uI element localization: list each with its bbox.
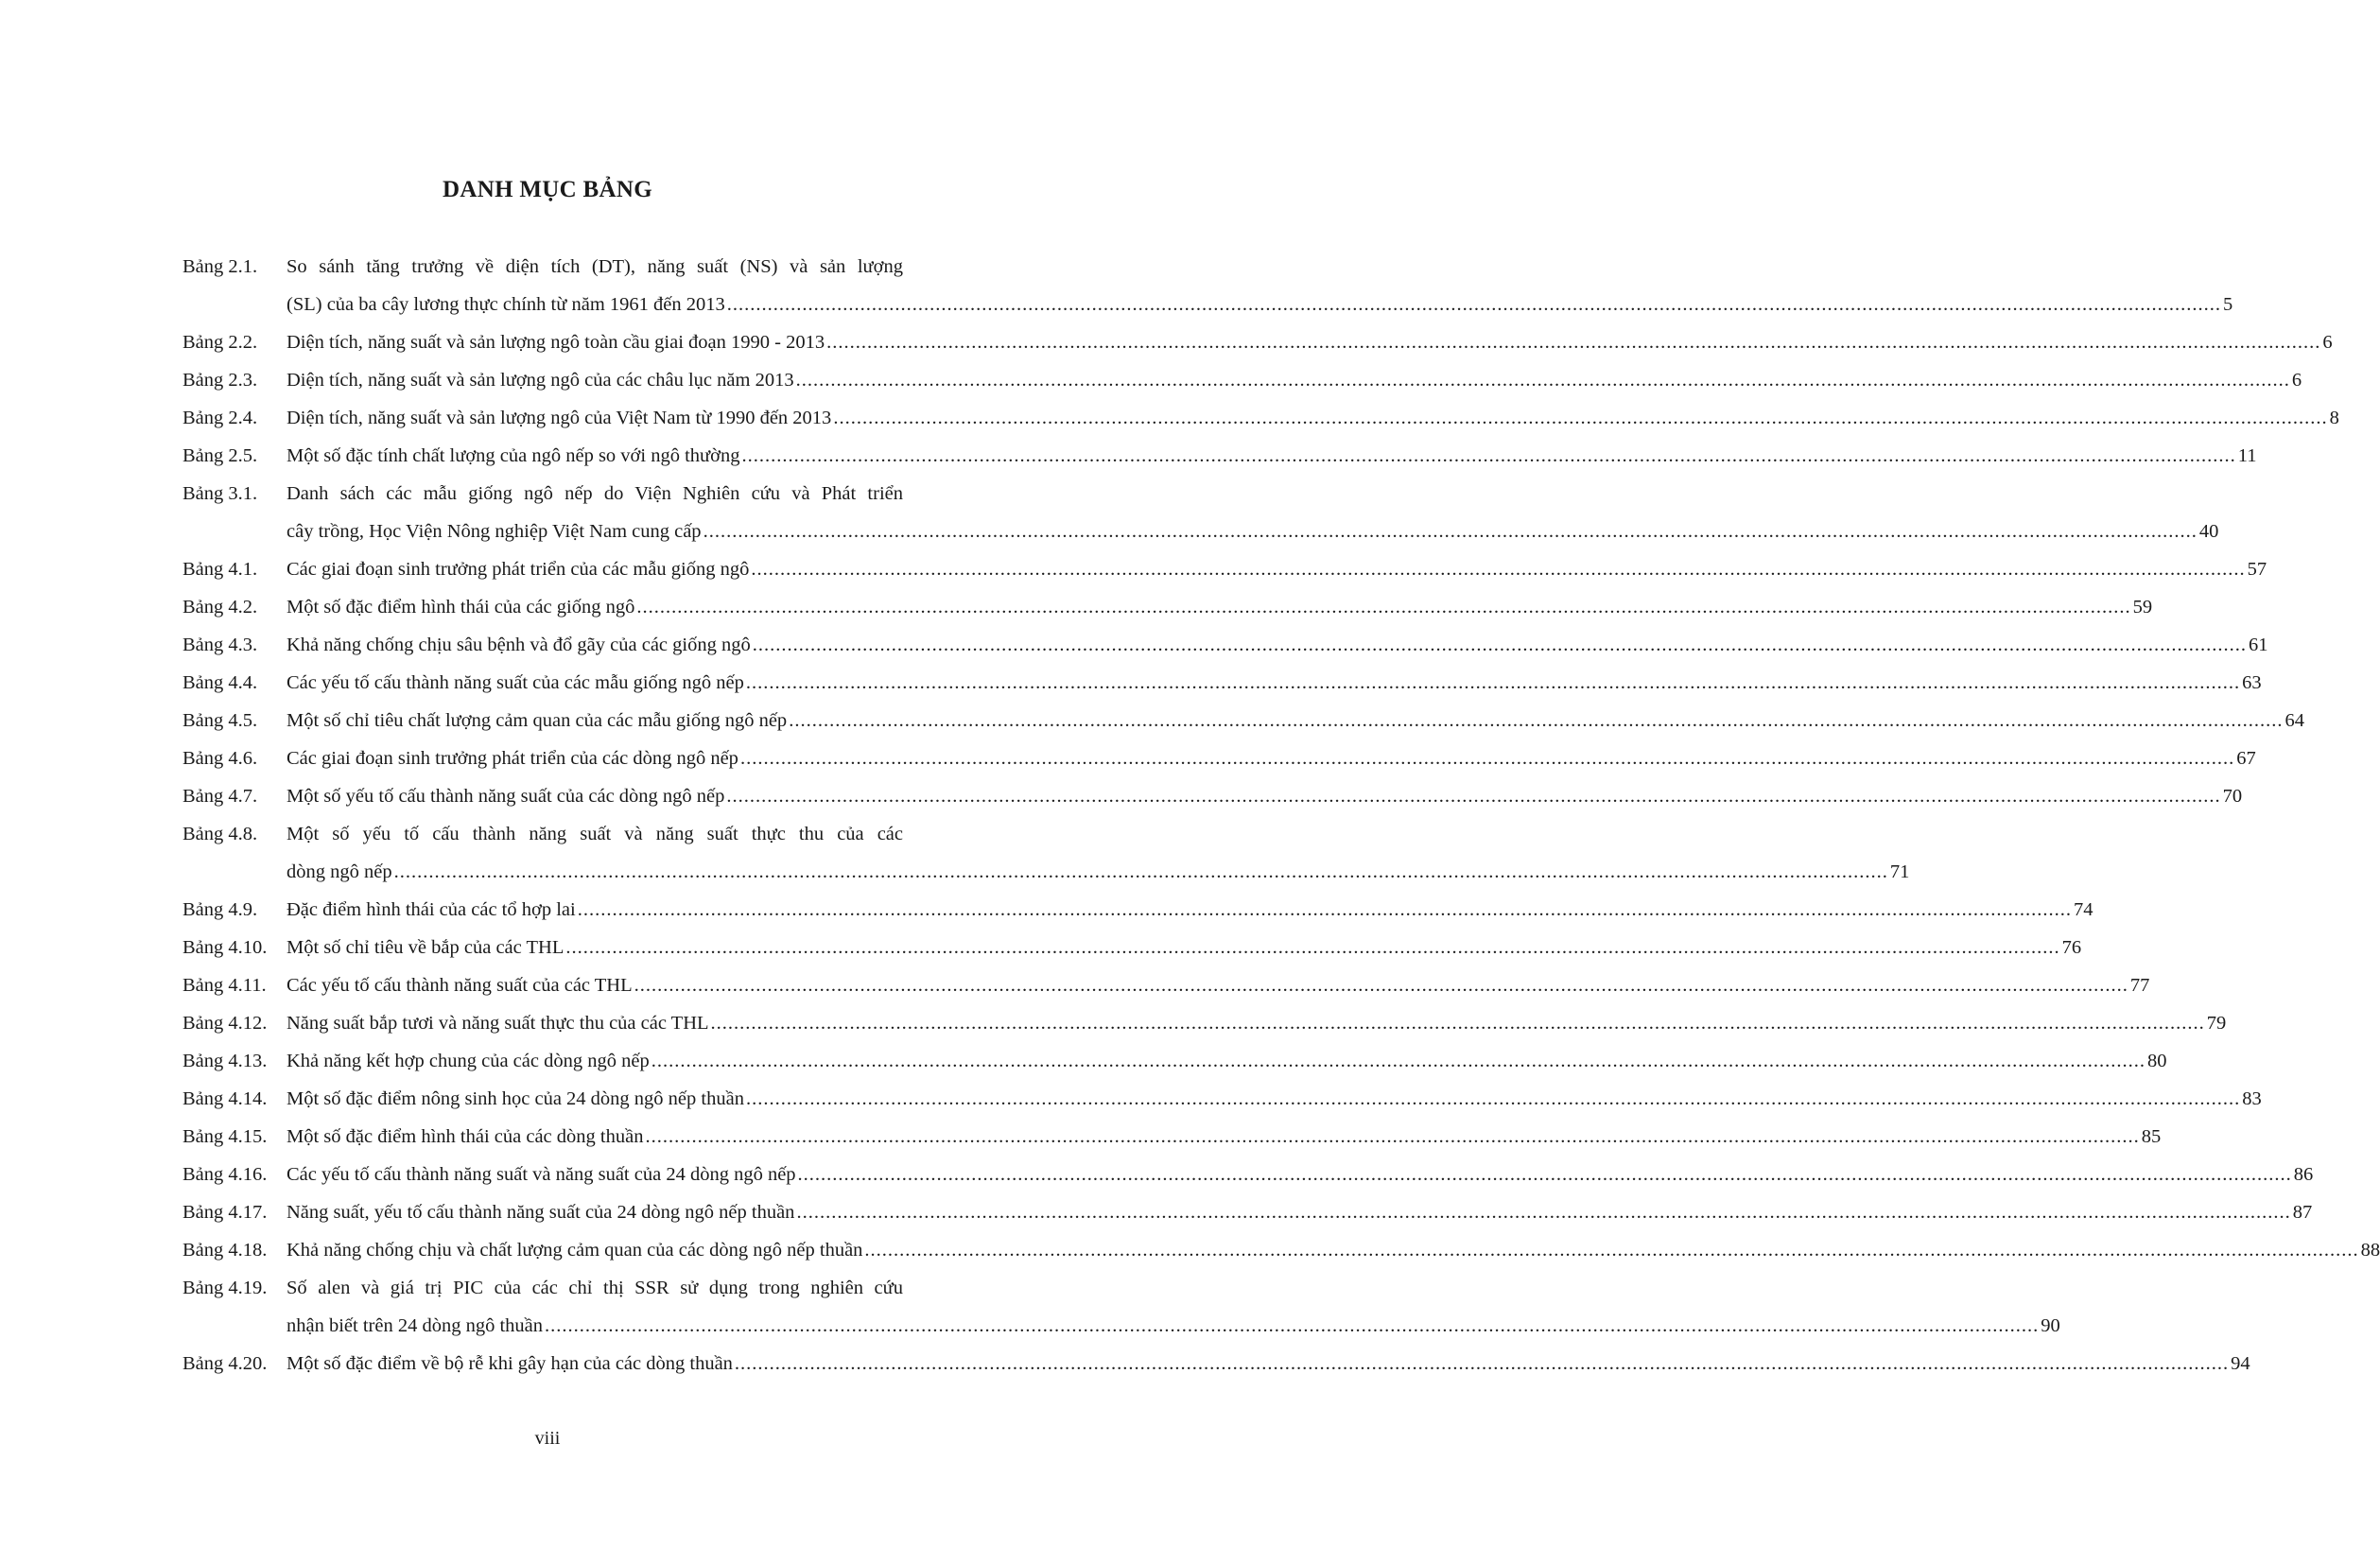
toc-entry — [182, 777, 2243, 815]
toc-entry — [182, 815, 1910, 891]
table-label: Bảng 4.7. — [182, 786, 258, 807]
table-title: Một số đặc điểm hình thái của các giống ngô — [287, 597, 635, 617]
table-label: Bảng 4.4. — [182, 672, 258, 693]
dot-leader — [742, 437, 2236, 475]
table-title: Một số chỉ tiêu chất lượng cảm quan của các mẫu giống ngô nếp — [287, 710, 788, 731]
dot-leader — [727, 286, 2221, 323]
page-number: viii — [534, 1428, 561, 1449]
table-title: Một số đặc điểm nông sinh học của 24 dòng ngô nếp thuần — [287, 1088, 744, 1109]
table-title: Các yếu tố cấu thành năng suất của các THL — [287, 975, 633, 996]
table-label: Bảng 2.4. — [182, 408, 258, 428]
table-label: Bảng 4.5. — [182, 710, 258, 731]
table-label: Bảng 4.8. — [182, 824, 258, 844]
toc-entry — [182, 1080, 2262, 1118]
toc-entry — [182, 1231, 2380, 1269]
dot-leader — [796, 1193, 2290, 1231]
table-label: Bảng 4.12. — [182, 1013, 268, 1034]
page-ref: 90 — [2041, 1315, 2060, 1336]
page-ref: 6 — [2322, 332, 2333, 353]
table-title: nhận biết trên 24 dòng ngô thuần — [287, 1315, 544, 1336]
table-title: Một số yếu tố cấu thành năng suất của các dòng ngô nếp — [287, 786, 725, 807]
toc-entry — [182, 739, 2256, 777]
toc-entry — [182, 702, 2304, 739]
page-ref: 57 — [2247, 559, 2267, 580]
toc-entry — [182, 399, 2339, 437]
dot-leader — [826, 323, 2320, 361]
dot-leader — [751, 550, 2245, 588]
table-label: Bảng 4.9. — [182, 899, 258, 920]
toc-entry — [182, 1193, 2313, 1231]
page-ref: 40 — [2198, 521, 2219, 542]
dot-leader — [746, 1080, 2240, 1118]
dot-leader — [726, 777, 2220, 815]
table-title: Diện tích, năng suất và sản lượng ngô của các châu lục năm 2013 — [287, 370, 794, 391]
page-ref: 59 — [2132, 597, 2153, 617]
table-title: Khả năng chống chịu và chất lượng cảm quan của các dòng ngô nếp thuần — [287, 1240, 863, 1261]
page-ref: 64 — [2284, 710, 2304, 731]
toc-entry — [182, 891, 2093, 929]
toc-entry — [182, 626, 2268, 664]
table-title: Diện tích, năng suất và sản lượng ngô của Việt Nam từ 1990 đến 2013 — [287, 408, 832, 428]
dot-leader — [711, 1004, 2205, 1042]
table-label: Bảng 2.2. — [182, 332, 258, 353]
table-title: Một số đặc điểm hình thái của các dòng thuần — [287, 1126, 644, 1147]
page-ref: 67 — [2236, 748, 2256, 769]
table-label: Bảng 4.17. — [182, 1202, 268, 1223]
toc-entry — [182, 1042, 2167, 1080]
toc-entry — [182, 1269, 2060, 1345]
dot-leader — [864, 1231, 2358, 1269]
table-title: Khả năng kết hợp chung của các dòng ngô nếp — [287, 1051, 650, 1071]
toc-entry — [182, 588, 2153, 626]
table-title: Các giai đoạn sinh trưởng phát triển của các mẫu giống ngô — [287, 559, 750, 580]
table-label: Bảng 4.15. — [182, 1126, 268, 1147]
page-ref: 5 — [2223, 294, 2233, 315]
table-label: Bảng 4.20. — [182, 1353, 268, 1374]
page-ref: 88 — [2360, 1240, 2380, 1261]
dot-leader — [735, 1345, 2229, 1383]
page-ref: 8 — [2329, 408, 2339, 428]
table-title-line1: So sánh tăng trưởng về diện tích (DT), năng suất (NS) và sản lượng — [287, 256, 903, 277]
dot-leader — [634, 966, 2128, 1004]
table-title-line1: Danh sách các mẫu giống ngô nếp do Viện Nghiên cứu và Phát triển — [287, 483, 903, 504]
table-title: Các yếu tố cấu thành năng suất và năng suất của 24 dòng ngô nếp — [287, 1164, 796, 1185]
table-title: Các yếu tố cấu thành năng suất của các mẫu giống ngô nếp — [287, 672, 744, 693]
table-label: Bảng 4.6. — [182, 748, 258, 769]
table-label: Bảng 4.16. — [182, 1164, 268, 1185]
page-ref: 80 — [2146, 1051, 2167, 1071]
table-title-line1: Một số yếu tố cấu thành năng suất và năng suất thực thu của các — [287, 824, 903, 844]
page-title: DANH MỤC BẢNG — [443, 177, 652, 202]
table-title: Đặc điểm hình thái của các tổ hợp lai — [287, 899, 576, 920]
page-ref: 85 — [2141, 1126, 2162, 1147]
table-title: Một số chỉ tiêu về bắp của các THL — [287, 937, 565, 958]
table-label: Bảng 2.3. — [182, 370, 258, 391]
page-ref: 79 — [2206, 1013, 2227, 1034]
toc-entry — [182, 475, 2219, 550]
table-label: Bảng 4.19. — [182, 1278, 268, 1298]
toc-entry — [182, 361, 2302, 399]
table-label: Bảng 4.11. — [182, 975, 267, 996]
toc-entry — [182, 550, 2267, 588]
dot-leader — [545, 1307, 2039, 1345]
page-ref: 77 — [2129, 975, 2150, 996]
page-ref: 6 — [2291, 370, 2302, 391]
toc-entry — [182, 1345, 2250, 1383]
table-label: Bảng 4.3. — [182, 635, 258, 655]
toc-entry — [182, 966, 2150, 1004]
dot-leader — [798, 1156, 2292, 1193]
page-ref: 61 — [2248, 635, 2268, 655]
page-ref: 74 — [2073, 899, 2093, 920]
table-title: Năng suất, yếu tố cấu thành năng suất của 24 dòng ngô nếp thuần — [287, 1202, 795, 1223]
page-ref: 63 — [2242, 672, 2262, 693]
page-ref: 76 — [2061, 937, 2082, 958]
toc-entry — [182, 929, 2082, 966]
page-ref: 11 — [2237, 445, 2257, 466]
toc-entry — [182, 1156, 2314, 1193]
table-label: Bảng 4.1. — [182, 559, 258, 580]
dot-leader — [753, 626, 2247, 664]
page-ref: 94 — [2231, 1353, 2250, 1374]
table-title: Các giai đoạn sinh trưởng phát triển của các dòng ngô nếp — [287, 748, 738, 769]
table-label: Bảng 2.5. — [182, 445, 258, 466]
page-ref: 83 — [2242, 1088, 2262, 1109]
table-title: Năng suất bắp tươi và năng suất thực thu của các THL — [287, 1013, 709, 1034]
dot-leader — [636, 588, 2130, 626]
toc-entry — [182, 1004, 2227, 1042]
dot-leader — [565, 929, 2059, 966]
table-title: cây trồng, Học Viện Nông nghiệp Việt Nam cung cấp — [287, 521, 702, 542]
table-title: Một số đặc điểm về bộ rễ khi gây hạn của các dòng thuần — [287, 1353, 733, 1374]
toc-entry — [182, 323, 2333, 361]
dot-leader — [740, 739, 2234, 777]
dot-leader — [704, 513, 2198, 550]
table-label: Bảng 4.13. — [182, 1051, 268, 1071]
toc-entry — [182, 248, 2233, 323]
dot-leader — [645, 1118, 2139, 1156]
toc-entry — [182, 1118, 2162, 1156]
page-ref: 71 — [1889, 861, 1910, 882]
table-label: Bảng 2.1. — [182, 256, 258, 277]
dot-leader — [394, 853, 1888, 891]
page-ref: 86 — [2293, 1164, 2314, 1185]
dot-leader — [746, 664, 2240, 702]
table-label: Bảng 4.2. — [182, 597, 258, 617]
table-label: Bảng 4.18. — [182, 1240, 268, 1261]
table-list — [182, 248, 2380, 1383]
dot-leader — [833, 399, 2327, 437]
page-ref: 87 — [2292, 1202, 2313, 1223]
table-title: Khả năng chống chịu sâu bệnh và đổ gãy của các giống ngô — [287, 635, 751, 655]
table-title: (SL) của ba cây lương thực chính từ năm 1961 đến 2013 — [287, 294, 725, 315]
table-label: Bảng 3.1. — [182, 483, 258, 504]
dot-leader — [789, 702, 2283, 739]
dot-leader — [578, 891, 2072, 929]
table-title-line1: Số alen và giá trị PIC của các chỉ thị SSR sử dụng trong nghiên cứu — [287, 1278, 903, 1298]
toc-entry — [182, 437, 2257, 475]
table-title: dòng ngô nếp — [287, 861, 392, 882]
table-title: Một số đặc tính chất lượng của ngô nếp so với ngô thường — [287, 445, 740, 466]
toc-entry — [182, 664, 2262, 702]
page-ref: 70 — [2222, 786, 2243, 807]
dot-leader — [651, 1042, 2145, 1080]
table-label: Bảng 4.10. — [182, 937, 268, 958]
dot-leader — [796, 361, 2290, 399]
table-title: Diện tích, năng suất và sản lượng ngô toàn cầu giai đoạn 1990 - 2013 — [287, 332, 825, 353]
table-label: Bảng 4.14. — [182, 1088, 268, 1109]
